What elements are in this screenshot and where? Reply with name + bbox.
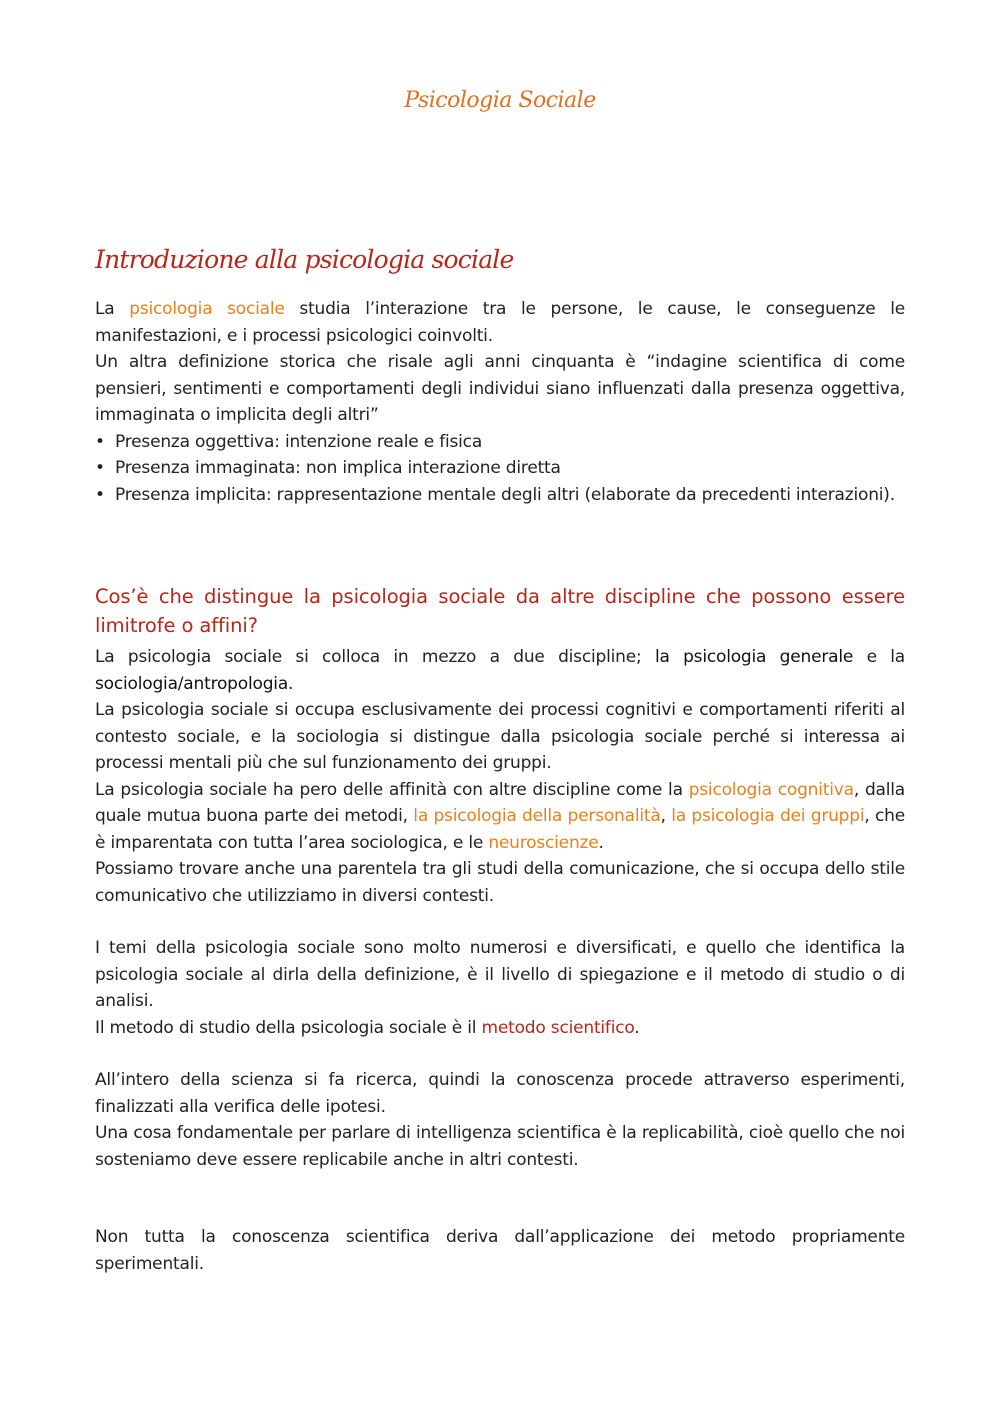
highlight-metodo-scientifico: metodo scientifico [481,1017,635,1038]
intro-paragraph-1: La psicologia sociale studia l’interazione tra le persone, le cause, le conseguenze le manifestazioni, e i processi psicologici coinvolti. [95,299,905,346]
highlight-psicologia-personalita: la psicologia della personalità [413,806,661,826]
subsection-heading: Cos’è che distingue la psicologia sociale da altre discipline che possono essere limitrofe o affini? [95,585,905,637]
page-header-title: Psicologia Sociale [404,88,596,113]
method-block [95,935,905,1041]
intro-block [95,296,905,508]
research-block [95,1067,905,1173]
bold-psicologia-generale: la psicologia generale [654,647,854,667]
list-item: • Presenza implicita: rappresentazione mentale degli altri (elaborate da precedenti interazioni). [95,484,895,505]
discipline-paragraph-2: La psicologia sociale si occupa esclusivamente dei processi cognitivi e comportamenti riferiti al contesto sociale, e la sociologia si distingue dalla psicologia sociale perché si interessa ai processi mentali più che sul funzionamento dei gruppi. [95,700,905,773]
research-paragraph-2: Una cosa fondamentale per parlare di intelligenza scientifica è la replicabilità, cioè quello che noi sosteniamo deve essere replicabile anche in altri contesti. [95,1123,905,1170]
highlight-neuroscienze: neuroscienze [488,832,599,853]
section-title: Introduzione alla psicologia sociale [95,245,514,274]
highlight-psicologia-sociale: psicologia sociale [129,299,285,319]
method-paragraph-1: I temi della psicologia sociale sono molto numerosi e diversificati, e quello che identifica la psicologia sociale al dirla della definizione, è il livello di spiegazione e il metodo di studio o di analisi. [95,938,905,1011]
list-item: • Presenza immaginata: non implica interazione diretta [95,458,561,478]
discipline-paragraph-3: La psicologia sociale ha pero delle affinità con altre discipline come la psicologia cognitiva, dalla quale mutua buona parte dei metodi, la psicologia della personalità, la psicologia dei gruppi, che è imparentata con tutta l’area sociologica, e le neuroscienze. [95,779,906,853]
method-paragraph-2: Il metodo di studio della psicologia sociale è il metodo scientifico. [95,1017,640,1038]
discipline-paragraph-4: Possiamo trovare anche una parentela tra gli studi della comunicazione, che si occupa dello stile comunicativo che utilizziamo in diversi contesti. [95,859,905,906]
highlight-psicologia-gruppi: la psicologia dei gruppi [671,806,865,826]
intro-paragraph-2: Un altra definizione storica che risale agli anni cinquanta è “indagine scientifica di come pensieri, sentimenti e comportamenti degli individui siano influenzati dalla presenza oggettiva, immaginata o implicita degli altri” [95,352,905,425]
bold-sociologia: sociologia/antropologia. [95,673,294,694]
closing-block [95,1224,905,1277]
presence-list [95,429,905,509]
highlight-psicologia-cognitiva: psicologia cognitiva [688,779,854,800]
closing-paragraph: Non tutta la conoscenza scientifica deriva dall’applicazione dei metodo propriamente sperimentali. [95,1227,905,1274]
research-paragraph-1: All’intero della scienza si fa ricerca, quindi la conoscenza procede attraverso esperimenti, finalizzati alla verifica delle ipotesi. [95,1070,905,1117]
list-item: • Presenza oggettiva: intenzione reale e fisica [95,431,483,452]
discipline-block [95,582,905,909]
discipline-paragraph-1: La psicologia sociale si colloca in mezzo a due discipline; la psicologia generale e la sociologia/antropologia. [95,647,905,694]
